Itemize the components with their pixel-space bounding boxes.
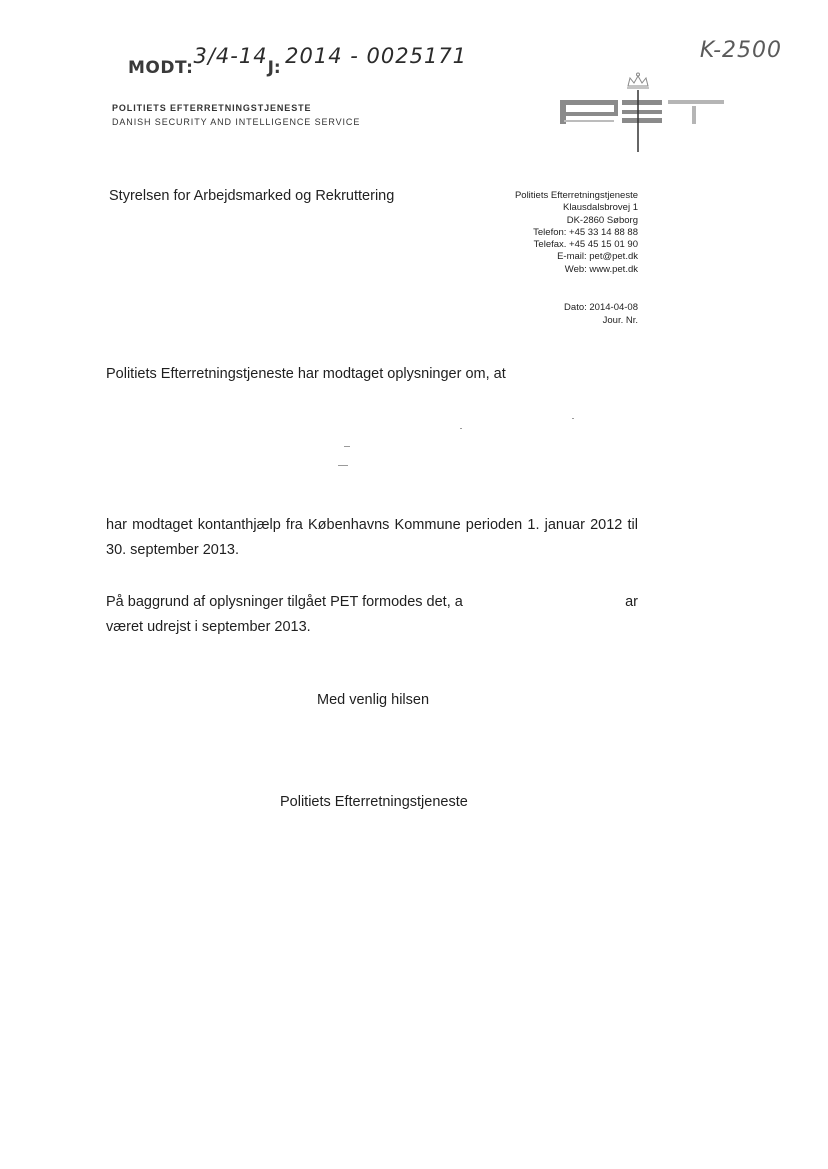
sender-fax: Telefax. +45 45 15 01 90 xyxy=(533,239,638,251)
stamp-j-label: J: xyxy=(267,58,281,78)
handwritten-reference: K-2500 xyxy=(699,38,782,63)
redaction-residue xyxy=(572,418,574,419)
receipt-stamp xyxy=(128,44,467,80)
sender-web: Web: www.pet.dk xyxy=(564,263,638,275)
sender-city: DK-2860 Søborg xyxy=(566,214,638,226)
redaction-residue xyxy=(344,446,350,447)
sender-name: Politiets Efterretningstjeneste xyxy=(514,190,638,201)
sender-phone: Telefon: +45 33 14 88 88 xyxy=(533,226,638,238)
signature: Politiets Efterretningstjeneste xyxy=(280,794,468,810)
intro-paragraph: Politiets Efterretningstjeneste har modtaget oplysninger om, at xyxy=(106,366,506,382)
stamp-label: MODT: xyxy=(128,58,194,78)
organisation-name-en: DANISH SECURITY AND INTELLIGENCE SERVICE xyxy=(112,117,361,127)
organisation-name-da: POLITIETS EFTERRETNINGSTJENESTE xyxy=(112,103,312,113)
redaction-residue xyxy=(338,465,348,466)
sender-email: E-mail: pet@pet.dk xyxy=(557,251,638,263)
stamp-journal-number: 2014 - 0025171 xyxy=(285,44,468,68)
journal-number: Jour. Nr. xyxy=(602,314,638,326)
stamp-date: 3/4-14 xyxy=(193,44,268,68)
sender-contact-block xyxy=(515,190,638,276)
redaction-residue xyxy=(460,428,462,429)
closing-greeting: Med venlig hilsen xyxy=(317,692,430,708)
suspicion-paragraph xyxy=(106,590,638,640)
letter-date: Dato: 2014-04-08 xyxy=(564,302,638,313)
sender-street: Klausdalsbrovej 1 xyxy=(563,202,638,214)
suspicion-end: været udrejst i september 2013. xyxy=(106,619,311,635)
pet-logo xyxy=(556,72,726,154)
benefits-paragraph: har modtaget kontanthjælp fra Københavns Kommune perioden 1. januar 2012 til 30. september 2013. xyxy=(106,517,638,558)
suspicion-start: På baggrund af oplysninger tilgået PET formodes det, a xyxy=(106,594,463,610)
recipient: Styrelsen for Arbejdsmarked og Rekruttering xyxy=(109,188,395,204)
organisation-header xyxy=(112,101,360,129)
suspicion-tail: ar xyxy=(625,594,638,610)
crown-icon xyxy=(556,72,726,154)
letter-meta xyxy=(564,302,638,327)
